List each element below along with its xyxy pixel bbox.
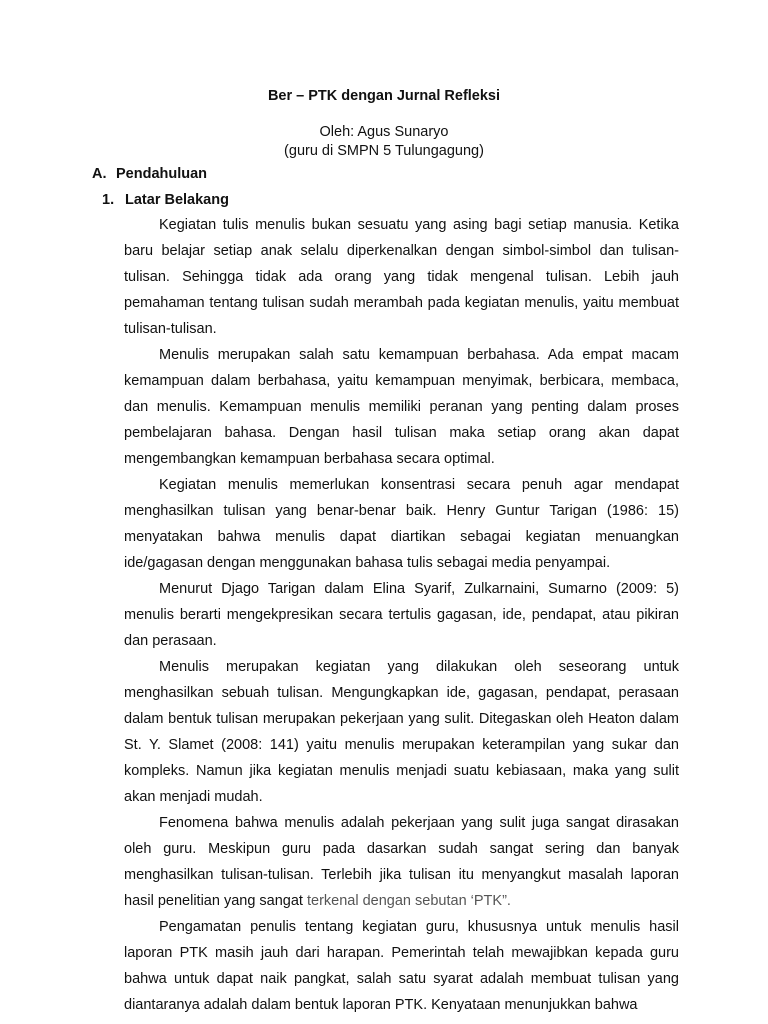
section-number: A.: [92, 166, 107, 182]
paragraph: Kegiatan tulis menulis bukan sesuatu yang asing bagi setiap manusia. Ketika baru belajar setiap anak selalu diperkenalkan dengan simbol-simbol dan tulisan-tulisan. Sehingga tidak ada orang yang tidak mengenal tulisan. Lebih jauh pemahaman tentang tulisan sudah merambah pada kegiatan menulis, yaitu membuat tulisan-tulisan.: [124, 217, 679, 337]
paragraph: Menurut Djago Tarigan dalam Elina Syarif, Zulkarnaini, Sumarno (2009: 5) menulis berarti mengekpresikan secara tertulis gagasan, ide, pendapat, atau pikiran dan perasaan.: [124, 581, 679, 649]
document-title: Ber – PTK dengan Jurnal Refleksi: [267, 88, 501, 104]
section-heading: [92, 166, 207, 182]
subsection-heading: [102, 192, 229, 208]
paragraph: Pengamatan penulis tentang kegiatan guru, khususnya untuk menulis hasil laporan PTK masih jauh dari harapan. Pemerintah telah mewajibkan kepada guru bahwa untuk dapat naik pangkat, salah satu syarat adalah membuat tulisan yang diantaranya adalah dalam bentuk laporan PTK. Kenyataan menunjukkan bahwa: [124, 919, 679, 1013]
paragraph: Menulis merupakan kegiatan yang dilakukan oleh seseorang untuk menghasilkan sebuah tulisan. Mengungkapkan ide, gagasan, pendapat, perasaan dalam bentuk tulisan merupakan pekerjaan yang sulit. Ditegaskan oleh Heaton dalam St. Y. Slamet (2008: 141) yaitu menulis merupakan keterampilan yang sukar dan kompleks. Namun jika kegiatan menulis menjadi suatu kebiasaan, maka yang sulit akan menjadi mudah.: [124, 659, 679, 805]
paragraph-text-muted: terkenal dengan sebutan ‘PTK”.: [307, 893, 511, 909]
subsection-label: Latar Belakang: [125, 192, 229, 208]
paragraph: Kegiatan menulis memerlukan konsentrasi secara penuh agar mendapat menghasilkan tulisan yang benar-benar baik. Henry Guntur Tarigan (1986: 15) menyatakan bahwa menulis dapat diartikan sebagai kegiatan menuangkan ide/gagasan dengan menggunakan bahasa tulis sebagai media penyampai.: [124, 477, 679, 571]
paragraph-text: Fenomena bahwa menulis adalah pekerjaan yang sulit juga sangat dirasakan oleh guru. Meskipun guru pada dasarkan sudah sangat sering dan banyak menghasilkan tulisan-tulisan. Terlebih jika tulisan itu menyangkut masalah laporan hasil penelitian yang sangat: [124, 815, 679, 909]
author-line: Oleh: Agus Sunaryo: [319, 124, 449, 140]
author-block: [0, 123, 768, 161]
paragraph: [124, 810, 679, 914]
section-label: Pendahuluan: [116, 166, 208, 182]
body-text: [124, 212, 679, 1018]
paragraph: Menulis merupakan salah satu kemampuan berbahasa. Ada empat macam kemampuan dalam berbahasa, yaitu kemampuan menyimak, berbicara, membaca, dan menulis. Kemampuan menulis memiliki peranan yang penting dalam proses pembelajaran bahasa. Dengan hasil tulisan maka setiap orang akan dapat mengembangkan kemampuan berbahasa secara optimal.: [124, 347, 679, 467]
affiliation-line: (guru di SMPN 5 Tulungagung): [284, 143, 484, 159]
subsection-number: 1.: [102, 192, 115, 208]
